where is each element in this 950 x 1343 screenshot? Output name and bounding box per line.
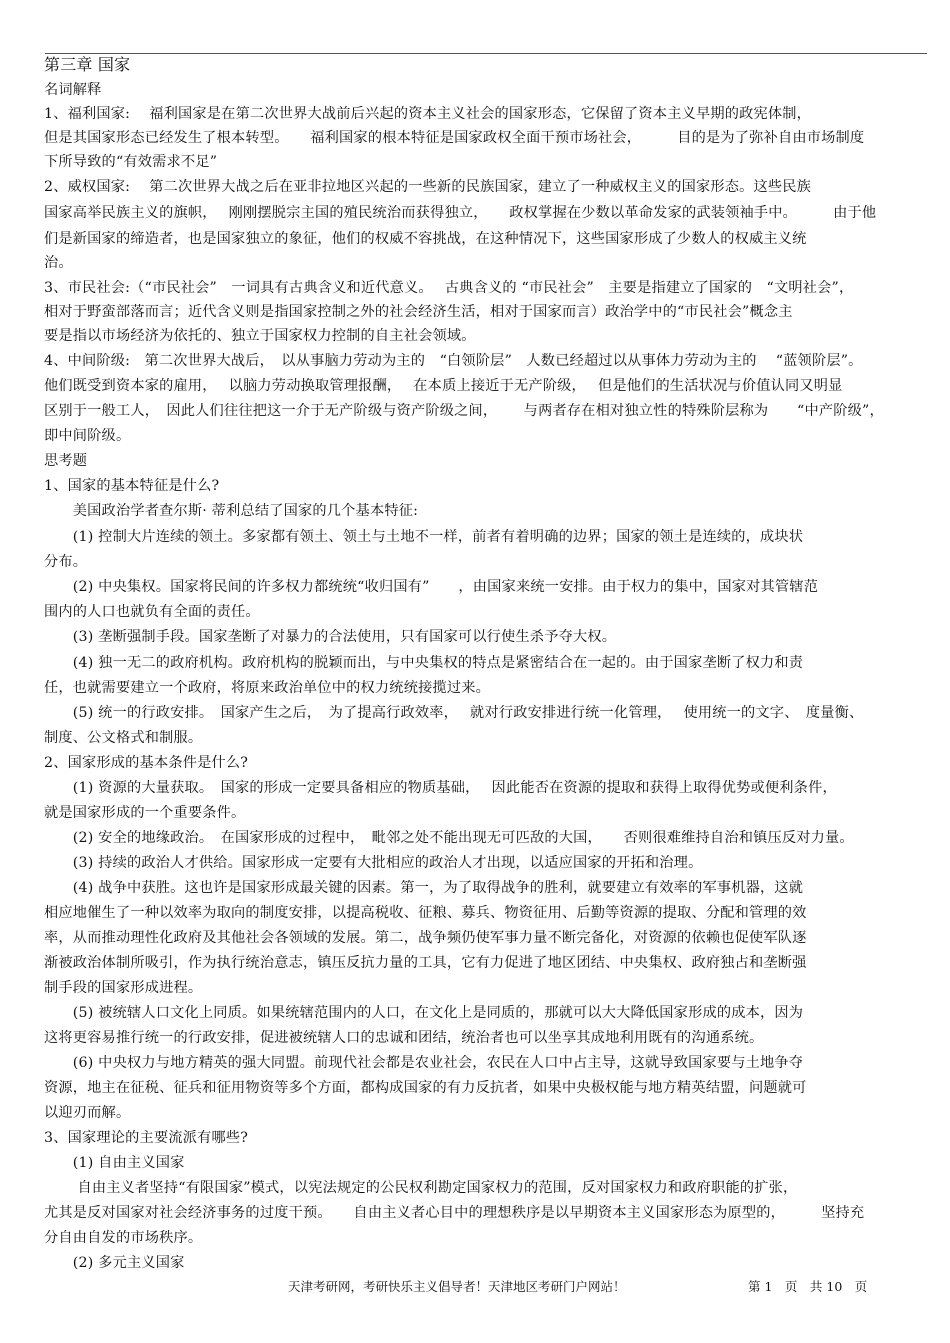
text-line: 制手段的国家形成进程。 [44, 980, 203, 996]
text-line: 渐被政治体制所吸引，作为执行统治意志，镇压反抗力量的工具，它有力促进了地区团结、中央集权、政府独占和垄断强 [44, 955, 807, 971]
text-line: 资源，地主在征税、征兵和征用物资等多个方面，都构成国家的有力反抗者，如果中央极权能与地方精英结盟，问题就可 [44, 1080, 807, 1096]
text-line: 相对于野蛮部落而言；近代含义则是指国家控制之外的社会经济生活，相对于国家而言）政治学中的“市民社会”概念主 [44, 304, 793, 320]
text-line: 围内的人口也就负有全面的责任。 [44, 604, 260, 620]
text-line: 但是其国家形态已经发生了根本转型。 福利国家的根本特征是国家政权全面干预市场社会， 目的是为了弥补自由市场制度 [44, 130, 865, 146]
text-line: 区别于一般工人， 因此人们往往把这一介于无产阶级与资产阶级之间， 与两者存在相对独立性的特殊阶层称为 “中产阶级”， [44, 403, 884, 419]
chapter-title: 第三章 国家 [44, 55, 131, 74]
text-line: 制度、公文格式和制服。 [44, 730, 203, 746]
text-line: 国家高举民族主义的旗帜， 刚刚摆脱宗主国的殖民统治而获得独立， 政权掌握在少数以革命发家的武装领袖手中。 由于他 [44, 205, 877, 221]
text-line: 2、威权国家: 第二次世界大战之后在亚非拉地区兴起的一些新的民族国家，建立了一种威权主义的国家形态。这些民族 [44, 179, 812, 195]
text-line: 下所导致的“有效需求不足” [44, 154, 218, 170]
text-line: (2) 安全的地缘政治。 在国家形成的过程中， 毗邻之处不能出现无可匹敌的大国， 否则很难维持自治和镇压反对力量。 [44, 830, 854, 846]
text-line: (4) 战争中获胜。这也许是国家形成最关键的因素。第一，为了取得战争的胜利，就要建立有效率的军事机器，这就 [44, 880, 804, 896]
text-line: 3、市民社会:（“市民社会” 一词具有古典含义和近代意义。 古典含义的 “市民社会” 主要是指建立了国家的 “文明社会”， [44, 280, 854, 296]
text-line: 就是国家形成的一个重要条件。 [44, 805, 246, 821]
footer-slogan: 天津考研网，考研快乐主义倡导者！天津地区考研门户网站！ [288, 1279, 626, 1294]
text-line: 们是新国家的缔造者，也是国家独立的象征，他们的权威不容挑战，在这种情况下，这些国家形成了少数人的权威主义统 [44, 231, 807, 247]
text-line: 率，从而推动理性化政府及其他社会各领域的发展。第二，战争频仍使军事力量不断完备化，对资源的依赖也促使军队逐 [44, 930, 807, 946]
text-line: 任，也就需要建立一个政府，将原来政治单位中的权力统统接揽过来。 [44, 680, 491, 696]
text-line: (2) 多元主义国家 [44, 1255, 185, 1271]
text-line: 4、中间阶级: 第二次世界大战后， 以从事脑力劳动为主的 “白领阶层” 人数已经超过以从事体力劳动为主的 “蓝领阶层”。 [44, 353, 863, 369]
text-line: (2) 中央集权。国家将民间的许多权力都统统“收归国有” ，由国家来统一安排。由于权力的集中，国家对其管辖范 [44, 579, 819, 595]
text-line: 要是指以市场经济为依托的、独立于国家权力控制的自主社会领域。 [44, 328, 476, 344]
text-line: 以迎刃而解。 [44, 1105, 131, 1121]
text-line: (6) 中央权力与地方精英的强大同盟。前现代社会都是农业社会，农民在人口中占主导，这就导致国家要与土地争夺 [44, 1055, 804, 1071]
text-line: (5) 被统辖人口文化上同质。如果统辖范围内的人口，在文化上是同质的，那就可以大大降低国家形成的成本，因为 [44, 1005, 804, 1021]
section-heading: 名词解释 [44, 82, 102, 98]
text-line: (1) 资源的大量获取。 国家的形成一定要具备相应的物质基础， 因此能否在资源的提取和获得上取得优势或便利条件， [44, 780, 837, 796]
text-line: 治。 [44, 255, 73, 271]
text-line: 尤其是反对国家对社会经济事务的过度干预。 自由主义者心目中的理想秩序是以早期资本主义国家形态为原型的， 坚持充 [44, 1205, 865, 1221]
text-line: 这将更容易推行统一的行政安排，促进被统辖人口的忠诚和团结，统治者也可以坐享其成地利用既有的沟通系统。 [44, 1030, 764, 1046]
footer-page-number: 第 1 页 共 10 页 [748, 1279, 868, 1294]
question-heading: 1、国家的基本特征是什么? [44, 478, 220, 494]
text-line: 自由主义者坚持“有限国家”模式，以宪法规定的公民权利勘定国家权力的范围，反对国家权力和政府职能的扩张， [44, 1180, 798, 1196]
text-line: (5) 统一的行政安排。 国家产生之后， 为了提高行政效率， 就对行政安排进行统一化管理， 使用统一的文字、 度量衡、 [44, 705, 864, 721]
text-line: (4) 独一无二的政府机构。政府机构的脱颖而出，与中央集权的特点是紧密结合在一起的。由于国家垄断了权力和责 [44, 655, 804, 671]
question-heading: 2、国家形成的基本条件是什么? [44, 755, 249, 771]
text-line: (1) 控制大片连续的领土。多家都有领土、领土与土地不一样，前者有着明确的边界；国家的领土是连续的，成块状 [44, 529, 804, 545]
text-line: 分自由自发的市场秩序。 [44, 1230, 203, 1246]
section-heading: 思考题 [44, 453, 88, 469]
text-line: 1、福利国家: 福利国家是在第二次世界大战前后兴起的资本主义社会的国家形态，它保留了资本主义早期的政宪体制， [44, 106, 812, 122]
text-line: (3) 持续的政治人才供给。国家形成一定要有大批相应的政治人才出现，以适应国家的开拓和治理。 [44, 855, 703, 871]
text-line: (3) 垄断强制手段。国家垄断了对暴力的合法使用，只有国家可以行使生杀予夺大权。 [44, 629, 617, 645]
text-line: 即中间阶级。 [44, 428, 131, 444]
text-line: 分布。 [44, 554, 88, 570]
text-line: 相应地催生了一种以效率为取向的制度安排，以提高税收、征粮、募兵、物资征用、后勤等资源的提取、分配和管理的效 [44, 905, 807, 921]
text-line: (1) 自由主义国家 [44, 1155, 185, 1171]
question-heading: 3、国家理论的主要流派有哪些? [44, 1130, 249, 1146]
text-line: 他们既受到资本家的雇用， 以脑力劳动换取管理报酬， 在本质上接近于无产阶级， 但是他们的生活状况与价值认同又明显 [44, 378, 843, 394]
header-rule [45, 53, 927, 54]
text-line: 美国政治学者查尔斯· 蒂利总结了国家的几个基本特征: [44, 503, 419, 519]
